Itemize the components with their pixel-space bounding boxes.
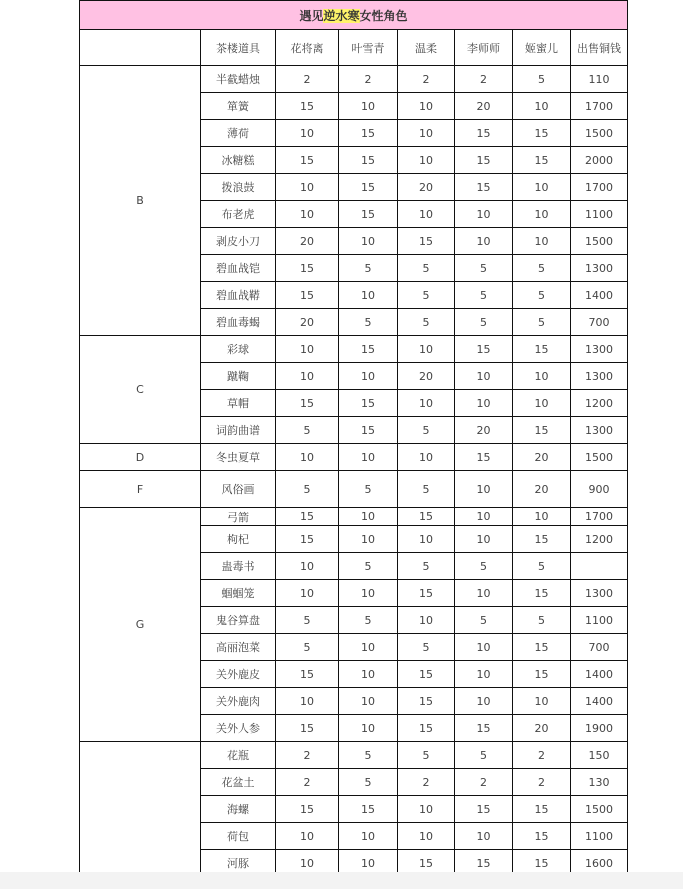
cell-li-shishi: 10 — [455, 526, 513, 553]
cell-wen-rou: 10 — [398, 526, 455, 553]
cell-price: 150 — [571, 742, 628, 769]
cell-price: 1700 — [571, 508, 628, 526]
group-f-letter: F — [80, 471, 201, 508]
cell-wen-rou: 5 — [398, 282, 455, 309]
cell-li-shishi: 10 — [455, 363, 513, 390]
cell-li-shishi: 10 — [455, 228, 513, 255]
cell-item-name: 高丽泡菜 — [201, 634, 276, 661]
cell-hua-jiangli: 10 — [276, 201, 339, 228]
cell-ji-mier: 15 — [513, 661, 571, 688]
table-row — [80, 508, 628, 526]
cell-wen-rou: 20 — [398, 363, 455, 390]
cell-item-name: 海螺 — [201, 796, 276, 823]
cell-hua-jiangli: 15 — [276, 526, 339, 553]
cell-ji-mier: 10 — [513, 508, 571, 526]
cell-ye-xueqing: 15 — [339, 147, 398, 174]
cell-wen-rou: 2 — [398, 66, 455, 93]
cell-ji-mier: 15 — [513, 796, 571, 823]
cell-price: 1300 — [571, 336, 628, 363]
cell-li-shishi: 5 — [455, 309, 513, 336]
cell-item-name: 拨浪鼓 — [201, 174, 276, 201]
cell-hua-jiangli: 20 — [276, 309, 339, 336]
cell-item-name: 剥皮小刀 — [201, 228, 276, 255]
cell-ji-mier: 15 — [513, 850, 571, 877]
cell-item-name: 关外鹿肉 — [201, 688, 276, 715]
cell-wen-rou: 10 — [398, 823, 455, 850]
cell-price: 110 — [571, 66, 628, 93]
header-row — [80, 30, 628, 66]
cell-hua-jiangli: 5 — [276, 471, 339, 508]
cell-ye-xueqing: 15 — [339, 417, 398, 444]
cell-li-shishi: 5 — [455, 255, 513, 282]
cell-li-shishi: 10 — [455, 661, 513, 688]
group-g-letter: G — [80, 508, 201, 742]
cell-item-name: 花盆土 — [201, 769, 276, 796]
cell-price: 1300 — [571, 580, 628, 607]
cell-item-name: 碧血毒蝎 — [201, 309, 276, 336]
cell-item-name: 布老虎 — [201, 201, 276, 228]
cell-item-name: 冬虫夏草 — [201, 444, 276, 471]
cell-item-name: 彩球 — [201, 336, 276, 363]
cell-ji-mier: 15 — [513, 580, 571, 607]
cell-li-shishi: 5 — [455, 553, 513, 580]
cell-hua-jiangli: 15 — [276, 147, 339, 174]
cell-ye-xueqing: 10 — [339, 688, 398, 715]
cell-ye-xueqing: 5 — [339, 553, 398, 580]
cell-item-name: 草帽 — [201, 390, 276, 417]
cell-item-name: 半截蜡烛 — [201, 66, 276, 93]
cell-hua-jiangli: 15 — [276, 282, 339, 309]
cell-li-shishi: 15 — [455, 336, 513, 363]
cell-wen-rou: 15 — [398, 850, 455, 877]
cell-price: 900 — [571, 471, 628, 508]
cell-hua-jiangli: 5 — [276, 607, 339, 634]
cell-price: 1500 — [571, 444, 628, 471]
gift-table — [79, 0, 628, 877]
cell-item-name: 薄荷 — [201, 120, 276, 147]
cell-hua-jiangli: 2 — [276, 769, 339, 796]
cell-wen-rou: 15 — [398, 715, 455, 742]
cell-hua-jiangli: 10 — [276, 336, 339, 363]
cell-hua-jiangli: 10 — [276, 850, 339, 877]
cell-item-name: 蹴鞠 — [201, 363, 276, 390]
table-row — [80, 444, 628, 471]
cell-hua-jiangli: 10 — [276, 688, 339, 715]
cell-hua-jiangli: 5 — [276, 417, 339, 444]
cell-ji-mier: 10 — [513, 93, 571, 120]
cell-item-name: 冰糖糕 — [201, 147, 276, 174]
cell-hua-jiangli: 10 — [276, 823, 339, 850]
cell-hua-jiangli: 15 — [276, 796, 339, 823]
cell-price: 1500 — [571, 796, 628, 823]
cell-wen-rou: 15 — [398, 661, 455, 688]
cell-ji-mier: 5 — [513, 66, 571, 93]
cell-wen-rou: 2 — [398, 769, 455, 796]
cell-price — [571, 553, 628, 580]
cell-price: 1100 — [571, 823, 628, 850]
cell-wen-rou: 5 — [398, 471, 455, 508]
cell-ye-xueqing: 10 — [339, 282, 398, 309]
bottom-bar — [0, 872, 683, 889]
header-cell-item: 茶楼道具 — [201, 30, 276, 66]
cell-li-shishi: 2 — [455, 769, 513, 796]
cell-wen-rou: 10 — [398, 390, 455, 417]
cell-wen-rou: 5 — [398, 417, 455, 444]
cell-ji-mier: 5 — [513, 607, 571, 634]
cell-ji-mier: 15 — [513, 526, 571, 553]
cell-item-name: 箪簧 — [201, 93, 276, 120]
cell-ye-xueqing: 15 — [339, 336, 398, 363]
cell-hua-jiangli: 10 — [276, 174, 339, 201]
cell-ye-xueqing: 5 — [339, 471, 398, 508]
cell-hua-jiangli: 20 — [276, 228, 339, 255]
cell-hua-jiangli: 2 — [276, 742, 339, 769]
cell-ye-xueqing: 10 — [339, 715, 398, 742]
cell-ye-xueqing: 5 — [339, 742, 398, 769]
cell-item-name: 碧血战铠 — [201, 255, 276, 282]
group-h-letter — [80, 742, 201, 877]
cell-item-name: 关外鹿皮 — [201, 661, 276, 688]
cell-wen-rou: 20 — [398, 174, 455, 201]
table-row — [80, 336, 628, 363]
cell-ji-mier: 20 — [513, 715, 571, 742]
title-highlight: 逆水寒 — [323, 8, 360, 23]
cell-li-shishi: 15 — [455, 174, 513, 201]
cell-ji-mier: 5 — [513, 553, 571, 580]
header-cell-li: 李师师 — [455, 30, 513, 66]
cell-wen-rou: 10 — [398, 336, 455, 363]
cell-li-shishi: 20 — [455, 417, 513, 444]
cell-ye-xueqing: 15 — [339, 174, 398, 201]
cell-li-shishi: 10 — [455, 580, 513, 607]
cell-item-name: 碧血战鞯 — [201, 282, 276, 309]
cell-li-shishi: 10 — [455, 471, 513, 508]
cell-li-shishi: 10 — [455, 688, 513, 715]
cell-ye-xueqing: 15 — [339, 201, 398, 228]
cell-hua-jiangli: 15 — [276, 661, 339, 688]
title-suffix: 女性角色 — [359, 8, 408, 23]
cell-ji-mier: 20 — [513, 444, 571, 471]
cell-hua-jiangli: 15 — [276, 93, 339, 120]
cell-ye-xueqing: 5 — [339, 309, 398, 336]
cell-li-shishi: 15 — [455, 147, 513, 174]
header-cell-price: 出售铜钱 — [571, 30, 628, 66]
cell-hua-jiangli: 10 — [276, 363, 339, 390]
cell-ye-xueqing: 10 — [339, 444, 398, 471]
cell-price: 1500 — [571, 228, 628, 255]
header-cell-ye: 叶雪青 — [339, 30, 398, 66]
cell-li-shishi: 10 — [455, 390, 513, 417]
cell-hua-jiangli: 10 — [276, 120, 339, 147]
cell-wen-rou: 15 — [398, 508, 455, 526]
cell-price: 700 — [571, 634, 628, 661]
cell-ji-mier: 15 — [513, 336, 571, 363]
cell-wen-rou: 5 — [398, 309, 455, 336]
cell-price: 1200 — [571, 526, 628, 553]
group-b-letter: B — [80, 66, 201, 336]
cell-ji-mier: 10 — [513, 228, 571, 255]
cell-price: 1600 — [571, 850, 628, 877]
cell-hua-jiangli: 15 — [276, 255, 339, 282]
cell-item-name: 蛊毒书 — [201, 553, 276, 580]
header-cell-hua: 花将离 — [276, 30, 339, 66]
cell-wen-rou: 10 — [398, 93, 455, 120]
cell-li-shishi: 15 — [455, 120, 513, 147]
cell-li-shishi: 10 — [455, 201, 513, 228]
cell-item-name: 鬼谷算盘 — [201, 607, 276, 634]
cell-ye-xueqing: 15 — [339, 390, 398, 417]
cell-price: 1100 — [571, 201, 628, 228]
cell-price: 1200 — [571, 390, 628, 417]
cell-item-name: 河豚 — [201, 850, 276, 877]
cell-ji-mier: 10 — [513, 201, 571, 228]
cell-ye-xueqing: 10 — [339, 634, 398, 661]
header-cell-blank — [80, 30, 201, 66]
cell-wen-rou: 5 — [398, 553, 455, 580]
cell-price: 1300 — [571, 417, 628, 444]
cell-li-shishi: 5 — [455, 282, 513, 309]
cell-wen-rou: 10 — [398, 444, 455, 471]
cell-li-shishi: 15 — [455, 850, 513, 877]
cell-price: 1500 — [571, 120, 628, 147]
cell-ji-mier: 2 — [513, 742, 571, 769]
cell-li-shishi: 15 — [455, 796, 513, 823]
cell-price: 1300 — [571, 255, 628, 282]
cell-hua-jiangli: 10 — [276, 553, 339, 580]
cell-li-shishi: 5 — [455, 607, 513, 634]
cell-hua-jiangli: 2 — [276, 66, 339, 93]
cell-wen-rou: 10 — [398, 607, 455, 634]
table-row — [80, 66, 628, 93]
cell-li-shishi: 15 — [455, 444, 513, 471]
cell-li-shishi: 10 — [455, 508, 513, 526]
cell-ye-xueqing: 10 — [339, 508, 398, 526]
cell-price: 1400 — [571, 688, 628, 715]
cell-wen-rou: 10 — [398, 796, 455, 823]
cell-ye-xueqing: 10 — [339, 363, 398, 390]
header-cell-ji: 姬蜜儿 — [513, 30, 571, 66]
cell-wen-rou: 5 — [398, 634, 455, 661]
cell-li-shishi: 20 — [455, 93, 513, 120]
cell-price: 1700 — [571, 93, 628, 120]
cell-ye-xueqing: 2 — [339, 66, 398, 93]
cell-ji-mier: 15 — [513, 823, 571, 850]
cell-ji-mier: 10 — [513, 688, 571, 715]
cell-hua-jiangli: 15 — [276, 390, 339, 417]
cell-ye-xueqing: 5 — [339, 255, 398, 282]
cell-price: 2000 — [571, 147, 628, 174]
cell-wen-rou: 15 — [398, 228, 455, 255]
title-row — [80, 1, 628, 30]
cell-hua-jiangli: 10 — [276, 444, 339, 471]
header-cell-wen: 温柔 — [398, 30, 455, 66]
cell-ye-xueqing: 10 — [339, 661, 398, 688]
cell-hua-jiangli: 10 — [276, 580, 339, 607]
cell-price: 1100 — [571, 607, 628, 634]
cell-ji-mier: 15 — [513, 120, 571, 147]
cell-price: 1300 — [571, 363, 628, 390]
group-d-letter: D — [80, 444, 201, 471]
cell-item-name: 弓箭 — [201, 508, 276, 526]
cell-item-name: 关外人参 — [201, 715, 276, 742]
cell-ye-xueqing: 10 — [339, 850, 398, 877]
table-title — [80, 1, 628, 30]
cell-ye-xueqing: 10 — [339, 823, 398, 850]
group-c-letter: C — [80, 336, 201, 444]
cell-wen-rou: 15 — [398, 688, 455, 715]
cell-item-name: 花瓶 — [201, 742, 276, 769]
cell-item-name: 荷包 — [201, 823, 276, 850]
cell-item-name: 词韵曲谱 — [201, 417, 276, 444]
cell-item-name: 蝈蝈笼 — [201, 580, 276, 607]
table-row — [80, 742, 628, 769]
cell-ji-mier: 2 — [513, 769, 571, 796]
cell-wen-rou: 5 — [398, 742, 455, 769]
cell-ye-xueqing: 15 — [339, 120, 398, 147]
cell-ji-mier: 10 — [513, 390, 571, 417]
cell-li-shishi: 15 — [455, 715, 513, 742]
cell-li-shishi: 10 — [455, 823, 513, 850]
cell-ye-xueqing: 5 — [339, 769, 398, 796]
cell-ye-xueqing: 10 — [339, 228, 398, 255]
cell-ji-mier: 5 — [513, 255, 571, 282]
cell-ji-mier: 20 — [513, 471, 571, 508]
cell-ye-xueqing: 5 — [339, 607, 398, 634]
cell-price: 1700 — [571, 174, 628, 201]
cell-ye-xueqing: 10 — [339, 580, 398, 607]
table-row — [80, 471, 628, 508]
cell-wen-rou: 10 — [398, 147, 455, 174]
cell-li-shishi: 10 — [455, 634, 513, 661]
cell-hua-jiangli: 5 — [276, 634, 339, 661]
cell-hua-jiangli: 15 — [276, 715, 339, 742]
cell-price: 700 — [571, 309, 628, 336]
cell-ji-mier: 5 — [513, 282, 571, 309]
cell-wen-rou: 10 — [398, 201, 455, 228]
cell-ye-xueqing: 15 — [339, 796, 398, 823]
cell-ji-mier: 10 — [513, 174, 571, 201]
cell-li-shishi: 2 — [455, 66, 513, 93]
cell-price: 130 — [571, 769, 628, 796]
cell-item-name: 风俗画 — [201, 471, 276, 508]
cell-item-name: 枸杞 — [201, 526, 276, 553]
cell-ji-mier: 15 — [513, 634, 571, 661]
cell-hua-jiangli: 15 — [276, 508, 339, 526]
cell-wen-rou: 15 — [398, 580, 455, 607]
cell-price: 1400 — [571, 661, 628, 688]
cell-ji-mier: 10 — [513, 363, 571, 390]
cell-price: 1900 — [571, 715, 628, 742]
cell-ji-mier: 5 — [513, 309, 571, 336]
cell-price: 1400 — [571, 282, 628, 309]
cell-wen-rou: 10 — [398, 120, 455, 147]
cell-li-shishi: 5 — [455, 742, 513, 769]
cell-ye-xueqing: 10 — [339, 526, 398, 553]
cell-ji-mier: 15 — [513, 147, 571, 174]
cell-ji-mier: 15 — [513, 417, 571, 444]
title-prefix: 遇见 — [299, 8, 324, 23]
cell-wen-rou: 5 — [398, 255, 455, 282]
cell-ye-xueqing: 10 — [339, 93, 398, 120]
